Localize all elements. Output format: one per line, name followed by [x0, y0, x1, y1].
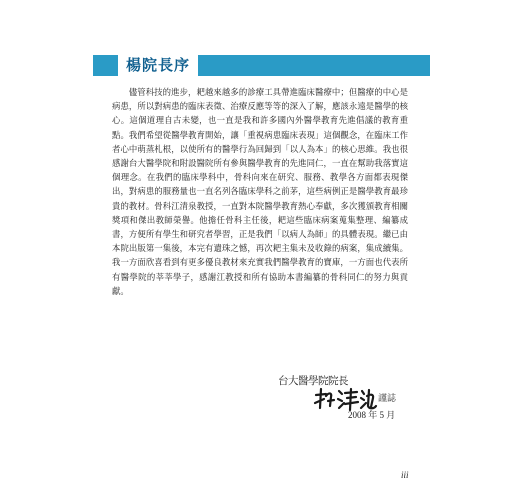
signature-date: 2008 年 5 月 [348, 410, 396, 420]
section-title: 楊院長序 [118, 55, 198, 76]
signatory-title: 台大醫學院院長 [278, 375, 348, 387]
page-number: iii [401, 470, 409, 480]
preface-body [112, 85, 408, 298]
preface-paragraph: 儘管科技的進步，耙越來越多的診療工具帶進臨床醫療中；但醫療的中心是病患，所以對病患的臨床表徵、治療反應等等的深入了解，應該永遠是醫學的核心。這個道理自古未變，也一直是我和許多國內外醫學教育先進倡議的教育重點。我們希望從醫學教育開始，讓「重視病患臨床表現」這個觀念，在臨床工作者心中萌蒸札根，以使所有的醫學行為回歸到「以人為本」的核心思維。我也很感謝台大醫學院和附設醫院所有參與醫學教育的先進同仁，一直在幫助我落實這個理念。在我們的臨床學科中，骨科向來在研究、服務、教學各方面都表現傑出，對病患的服務量也一直名列各臨床學科之前茅，這些病例正是醫學教育最珍貴的教材。骨科江清泉教授，一直對本院醫學教育熱心奉獻，多次獲頒教育相關獎項和傑出教師榮譽。他擔任骨科主任後，耙這些臨床病案蒐集整理、編纂成書，方便所有學生和研究者學習，正是我們「以病人為師」的具體表現。繼已由本院出版第一集後，本完有遺珠之憾，再次耙主集未及收錄的病案，集成續集。我一方面欣喜看到有更多優良教材來充實我們醫學教育的寶庫，一方面也代表所有醫學院的莘莘學子，感謝江教授和所有協助本書編纂的骨科同仁的努力與貢獻。 [112, 87, 408, 296]
signature-suffix: 謹誌 [378, 394, 397, 404]
